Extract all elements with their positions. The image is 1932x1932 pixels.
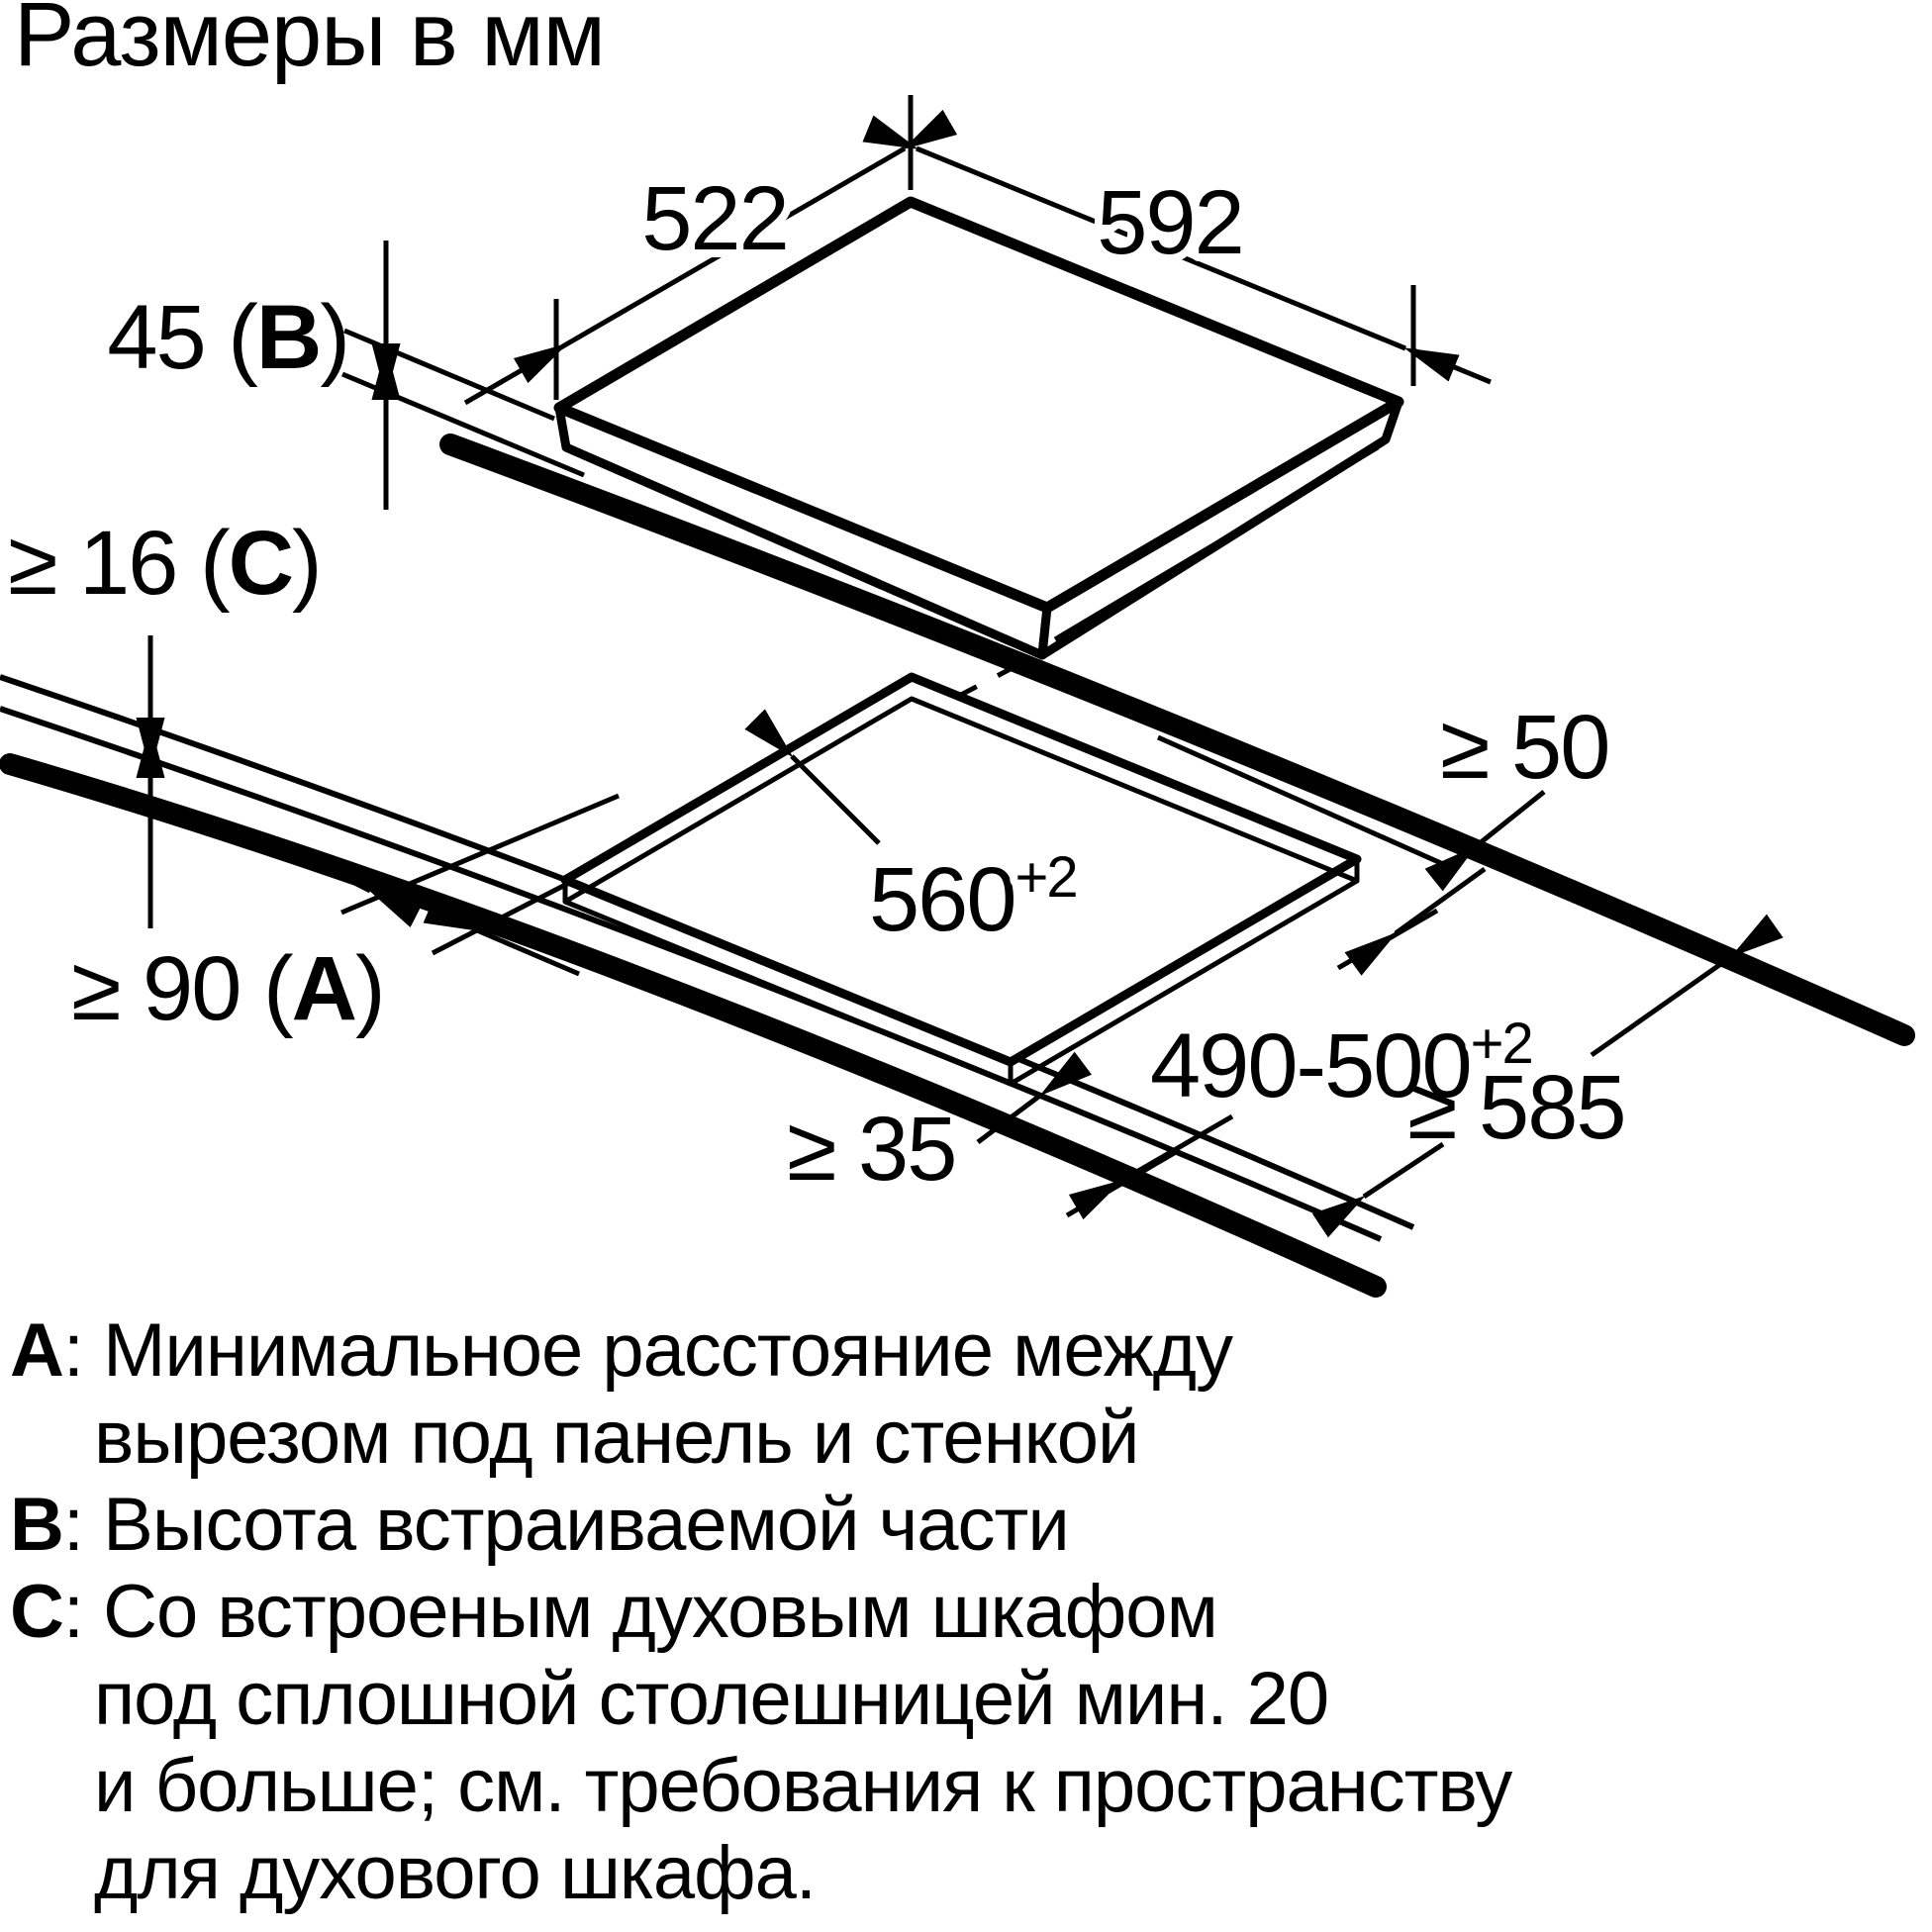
dim-line-tail-left: [465, 344, 566, 403]
dim-585: [1364, 956, 1732, 1197]
arrow-585-upper: [1592, 956, 1732, 1055]
dim-line-tail-right: [1413, 350, 1491, 382]
ext-tick-490-upper: [1338, 911, 1437, 968]
label-560: $560^{+2}$: [869, 845, 1077, 950]
legend-line-c1: C: Со встроеным духовым шкафом: [10, 1570, 1217, 1654]
legend-line-c2: под сплошной столешницей мин. 20: [94, 1657, 1329, 1741]
drawing-title: Размеры в мм: [14, 0, 605, 85]
legend: [10, 1308, 1512, 1915]
label-585: ≥ 585: [1407, 1057, 1625, 1158]
dim-16-c: [8, 513, 321, 928]
arrow-50: [1475, 792, 1544, 847]
dim-45-b: [107, 241, 386, 510]
hob-top-plane-line: [344, 331, 554, 419]
arrow-490-upper: [1396, 869, 1485, 933]
label-16-c: ≥ 16 (C): [8, 513, 321, 614]
label-45-b: 45 (B): [107, 287, 348, 388]
label-522: 522: [641, 168, 788, 269]
label-35: ≥ 35: [787, 1099, 956, 1200]
legend-line-a1: A: Минимальное расстояние между: [10, 1308, 1232, 1393]
legend-line-c3: и больше; см. требования к пространству: [94, 1744, 1512, 1828]
dim-50: [1440, 697, 1608, 847]
legend-line-b: B: Высота встраиваемой части: [10, 1483, 1069, 1567]
label-490-500: $490-500^{+2}$: [1150, 1012, 1532, 1116]
label-90-a: ≥ 90 (A): [71, 938, 384, 1039]
legend-line-c4: для духового шкафа.: [94, 1831, 817, 1915]
label-592: 592: [1097, 172, 1243, 273]
legend-line-a2: вырезом под панель и стенкой: [94, 1396, 1139, 1480]
dim-90-a: [71, 796, 619, 1039]
label-50: ≥ 50: [1440, 697, 1609, 798]
dim-35: [787, 1095, 1041, 1200]
